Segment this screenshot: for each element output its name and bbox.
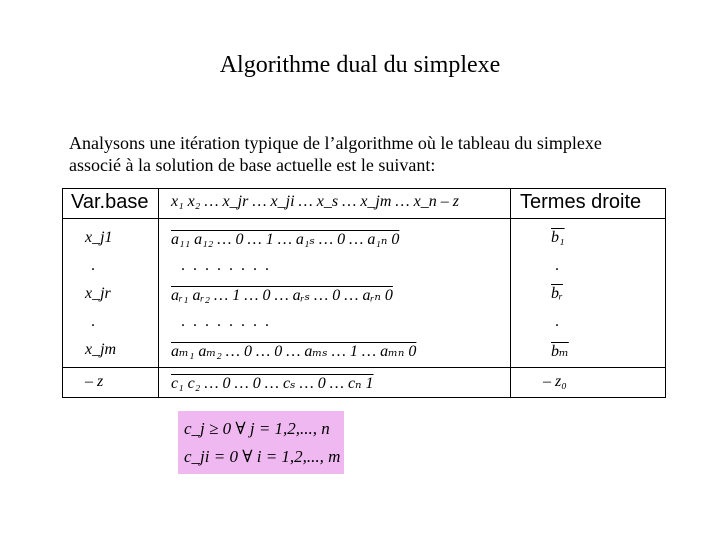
table-row-coefs: a₁₁ a₁₂ … 0 … 1 … a₁ₛ … 0 … a₁ₙ 0 xyxy=(171,231,400,248)
optimality-conditions-box xyxy=(178,411,344,474)
table-row-coefs: aₘ₁ aₘ₂ … 0 … 0 … aₘₛ … 1 … aₘₙ 0 xyxy=(171,343,417,360)
table-row-rhs: $\overline{b_m}$ xyxy=(551,343,569,360)
table-divider xyxy=(63,367,665,368)
table-divider xyxy=(510,189,511,397)
table-row-rhs: $\overline{bᵣ}$ xyxy=(551,285,563,302)
condition-line-2: c_ji = 0 ∀ i = 1,2,..., m xyxy=(184,447,341,466)
table-divider xyxy=(158,189,159,397)
table-row-base: x_j1 xyxy=(85,229,113,246)
condition-line-1: c_j ≥ 0 ∀ j = 1,2,..., n xyxy=(184,419,330,438)
table-row-rhs: b₁ xyxy=(551,229,565,246)
table-row-base: . xyxy=(91,257,95,274)
intro-line-1: Analysons une itération typique de l’algorithme où le tableau du simplexe xyxy=(69,133,602,153)
simplex-tableau xyxy=(62,188,666,398)
table-row-rhs: . xyxy=(555,313,559,330)
table-row-rhs: – z₀ xyxy=(543,373,567,390)
table-row-base: x_jr xyxy=(85,285,111,302)
table-row-coefs: c₁ c₂ … 0 … 0 … cₛ … 0 … cₙ 1 xyxy=(171,375,374,392)
table-row-rhs: . xyxy=(555,257,559,274)
header-rhs: Termes droite xyxy=(520,191,642,213)
header-var-base: Var.base xyxy=(71,191,149,213)
table-row-coefs: aᵣ₁ aᵣ₂ … 1 … 0 … aᵣₛ … 0 … aᵣₙ 0 xyxy=(171,287,393,304)
intro-paragraph xyxy=(69,132,689,176)
header-variables: x₁ x₂ … x_jr … x_ji … x_s … x_jm … x_n – z xyxy=(171,193,459,210)
table-row-base: – z xyxy=(85,373,104,390)
page-title: Algorithme dual du simplexe xyxy=(219,52,501,78)
intro-line-2: associé à la solution de base actuelle est le suivant: xyxy=(69,155,436,175)
table-row-base: x_jm xyxy=(85,341,117,358)
table-divider xyxy=(63,218,665,219)
table-row-base: . xyxy=(91,313,95,330)
table-row-coefs: . . . . . . . . xyxy=(181,257,271,274)
table-row-coefs: . . . . . . . . xyxy=(181,313,271,330)
